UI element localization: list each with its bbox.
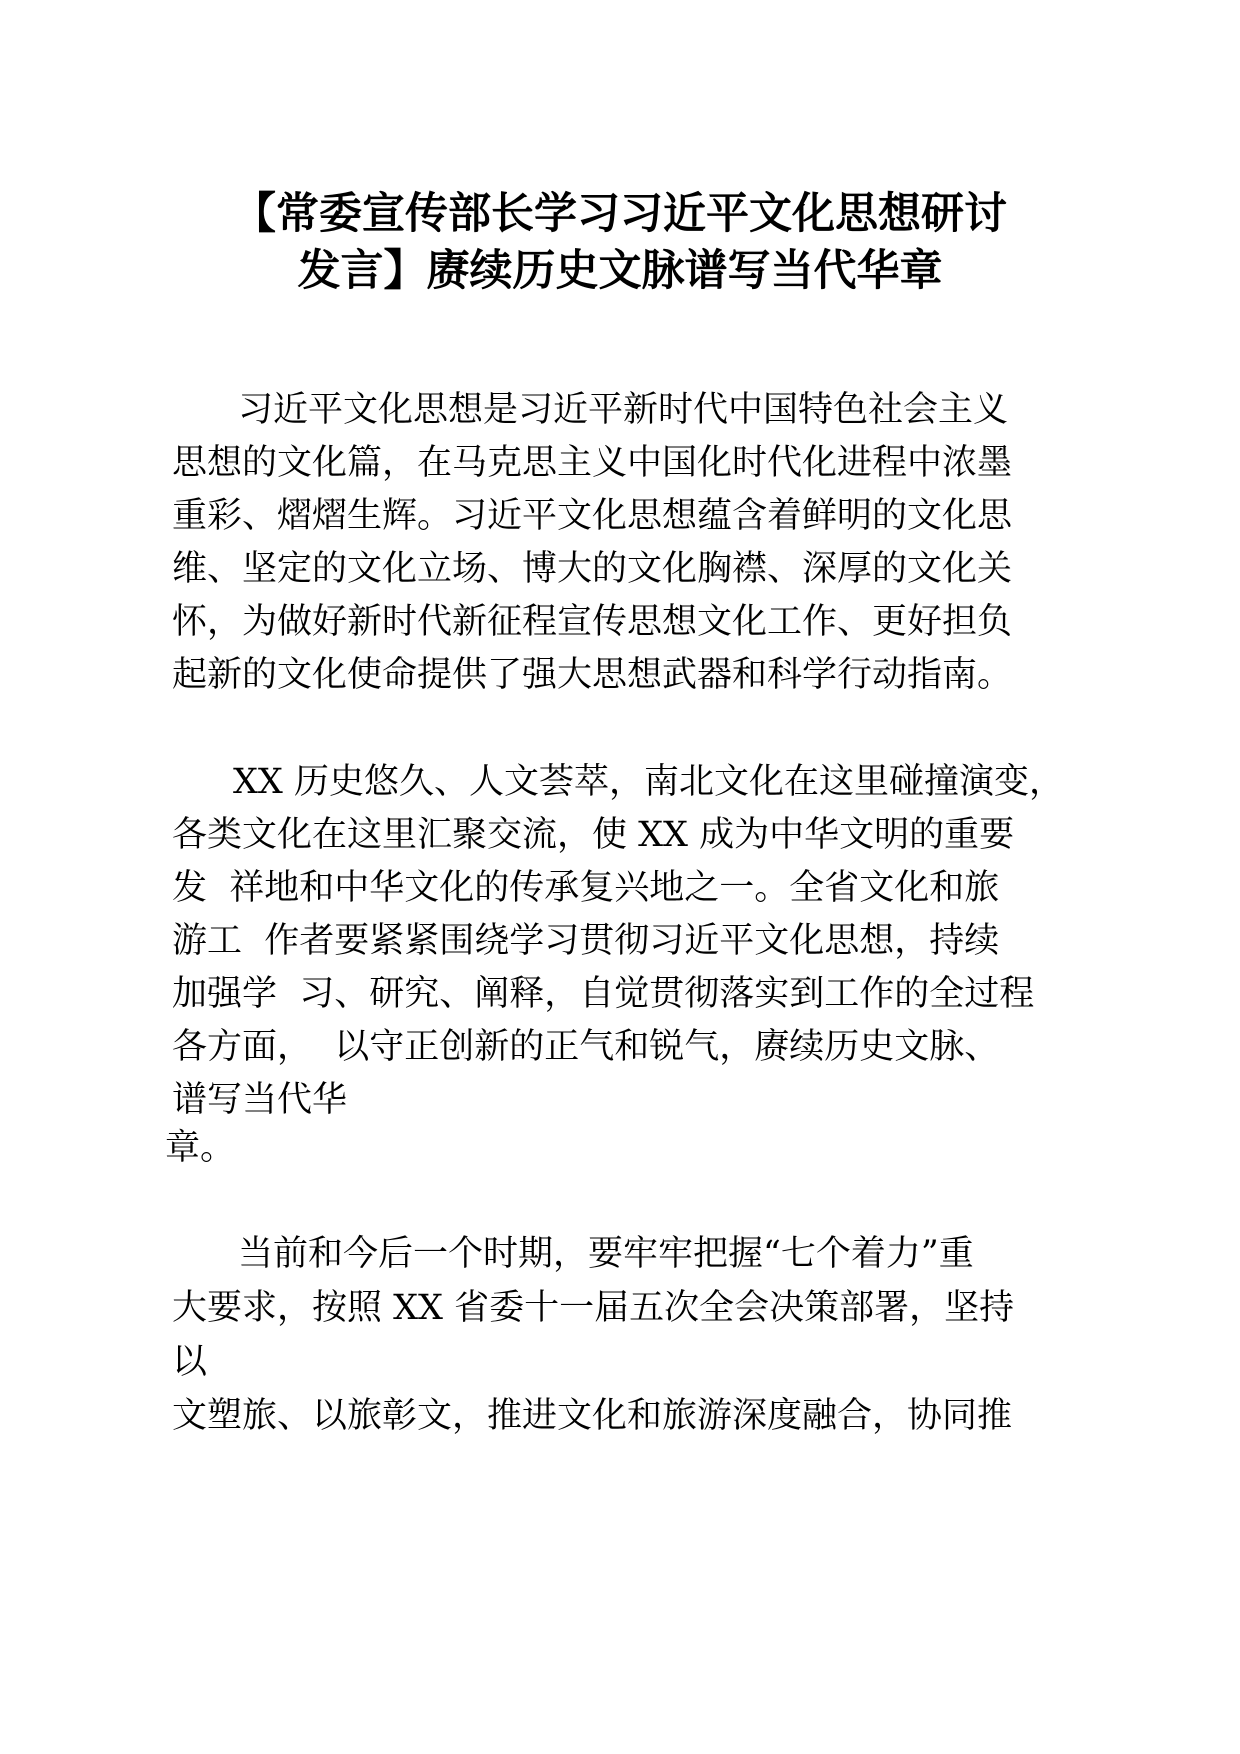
paragraph-2-line-3: 发 祥地和中华文化的传承复兴地之一。全省文化和旅: [172, 868, 1000, 908]
paragraph-1-line-5: 怀，为做好新时代新征程宣传思想文化工作、更好担负: [172, 602, 1013, 642]
paragraph-2-line-4: 游工 作者要紧紧围绕学习贯彻习近平文化思想，持续: [172, 921, 1000, 961]
paragraph-3-line-3: 以: [172, 1342, 208, 1382]
title-line-2: 发言】赓续历史文脉谱写当代华章: [297, 246, 943, 296]
paragraph-1-line-1: 习近平文化思想是习近平新时代中国特色社会主义: [238, 390, 1009, 430]
paragraph-2-line-7: 谱写当代华: [172, 1080, 348, 1120]
paragraph-2-line-8: 章。: [165, 1128, 236, 1168]
paragraph-3-line-1: 当前和今后一个时期，要牢牢把握“七个着力”重: [238, 1234, 974, 1274]
paragraph-3-line-4: 文塑旅、以旅彰文，推进文化和旅游深度融合，协同推: [172, 1396, 1013, 1436]
title-line-1: 【常委宣传部长学习习近平文化思想研讨: [233, 189, 1007, 239]
paragraph-2-line-6: 各方面， 以守正创新的正气和锐气，赓续历史文脉、: [172, 1027, 1000, 1067]
paragraph-1-line-4: 维、坚定的文化立场、博大的文化胸襟、深厚的文化关: [172, 549, 1013, 589]
paragraph-1-line-6: 起新的文化使命提供了强大思想武器和科学行动指南。: [172, 655, 1013, 695]
paragraph-2-line-1: XX 历史悠久、人文荟萃，南北文化在这里碰撞演变，: [233, 762, 1064, 802]
paragraph-2-line-5: 加强学 习、研究、阐释，自觉贯彻落实到工作的全过程: [172, 974, 1035, 1014]
paragraph-2-line-2: 各类文化在这里汇聚交流，使 XX 成为中华文明的重要: [172, 815, 1015, 855]
paragraph-1-line-2: 思想的文化篇，在马克思主义中国化时代化进程中浓墨: [172, 443, 1013, 483]
paragraph-3-line-2: 大要求，按照 XX 省委十一届五次全会决策部署，坚持: [172, 1288, 1015, 1328]
paragraph-1-line-3: 重彩、熠熠生辉。习近平文化思想蕴含着鲜明的文化思: [172, 496, 1013, 536]
